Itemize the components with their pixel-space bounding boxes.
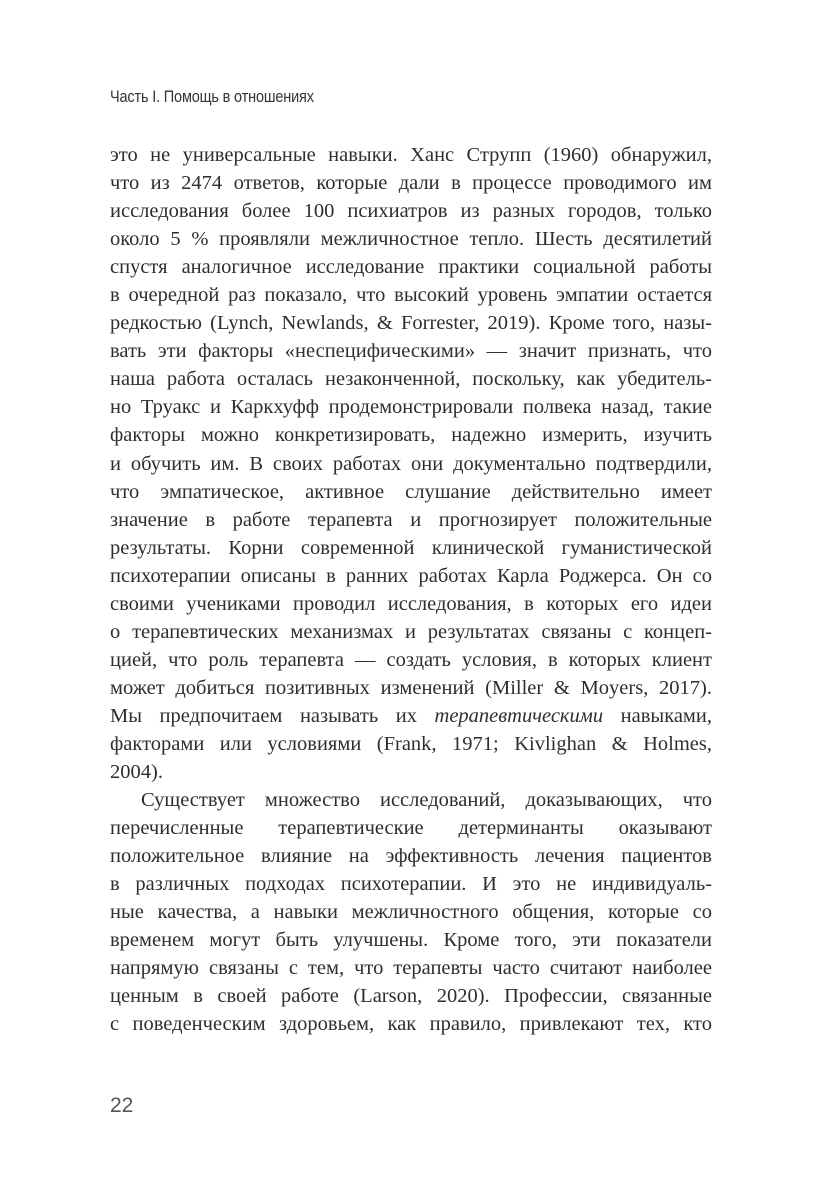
text-span: Мы предпочитаем называть их (110, 704, 435, 727)
text-line: наша работа осталась незаконченной, поскольку, как убедитель- (110, 368, 712, 391)
text-line: Существует множество исследований, доказывающих, что (141, 789, 712, 812)
text-line: 2004). (110, 761, 163, 784)
text-line: временем могут быть улучшены. Кроме того, эти показатели (110, 929, 712, 952)
text-line: в очередной раз показало, что высокий уровень эмпатии остается (110, 284, 712, 307)
paragraph-2 (110, 786, 712, 1038)
text-line: что эмпатическое, активное слушание действительно имеет (110, 480, 712, 503)
italic-term: терапевтическими (434, 704, 604, 727)
text-line: ценным в своей работе (Larson, 2020). Профессии, связанные (110, 985, 712, 1008)
text-line: значение в работе терапевта и прогнозирует положительные (110, 508, 712, 531)
running-header: Часть I. Помощь в отношениях (110, 88, 314, 106)
text-line: о терапевтических механизмах и результатах связаны с концеп- (110, 620, 712, 643)
text-line: ные качества, а навыки межличностного общения, которые со (110, 901, 712, 924)
text-line: с поведенческим здоровьем, как правило, привлекают тех, кто (110, 1013, 712, 1036)
text-line: редкостью (Lynch, Newlands, & Forrester, 2019). Кроме того, назы- (110, 312, 712, 335)
page-number: 22 (110, 1094, 134, 1117)
text-line: но Труакс и Каркхуфф продемонстрировали полвека назад, такие (110, 396, 712, 419)
text-line: положительное влияние на эффективность лечения пациентов (110, 845, 712, 868)
text-span: навыками, (603, 704, 713, 727)
text-line: исследования более 100 психиатров из разных городов, только (110, 200, 712, 223)
text-line: спустя аналогичное исследование практики социальной работы (110, 256, 712, 279)
text-line: напрямую связаны с тем, что терапевты часто считают наиболее (110, 957, 712, 980)
text-line: результаты. Корни современной клинической гуманистической (110, 536, 712, 559)
text-line: и обучить им. В своих работах они документально подтвердили, (110, 452, 712, 475)
text-line: что из 2474 ответов, которые дали в процессе проводимого им (110, 172, 712, 195)
text-line: психотерапии описаны в ранних работах Карла Роджерса. Он со (110, 564, 712, 587)
text-line: цией, что роль терапевта — создать условия, в которых клиент (110, 648, 712, 671)
text-line: это не универсальные навыки. Ханс Струпп (1960) обнаружил, (110, 144, 712, 166)
text-line: в различных подходах психотерапии. И это не индивидуаль- (110, 873, 712, 896)
text-line: вать эти факторы «неспецифическими» — значит признать, что (110, 340, 712, 363)
text-line: своими учениками проводил исследования, в которых его идеи (110, 592, 712, 615)
text-line: может добиться позитивных изменений (Miller & Moyers, 2017). (110, 676, 712, 699)
text-line: факторами или условиями (Frank, 1971; Kivlighan & Holmes, (110, 732, 712, 755)
text-line: около 5 % проявляли межличностное тепло. Шесть десятилетий (110, 228, 712, 251)
body-text (110, 141, 712, 1039)
text-line-with-italic (110, 702, 712, 730)
paragraph-1 (110, 141, 712, 786)
text-line: перечисленные терапевтические детерминанты оказывают (110, 817, 712, 840)
text-line: факторы можно конкретизировать, надежно измерить, изучить (110, 424, 712, 447)
